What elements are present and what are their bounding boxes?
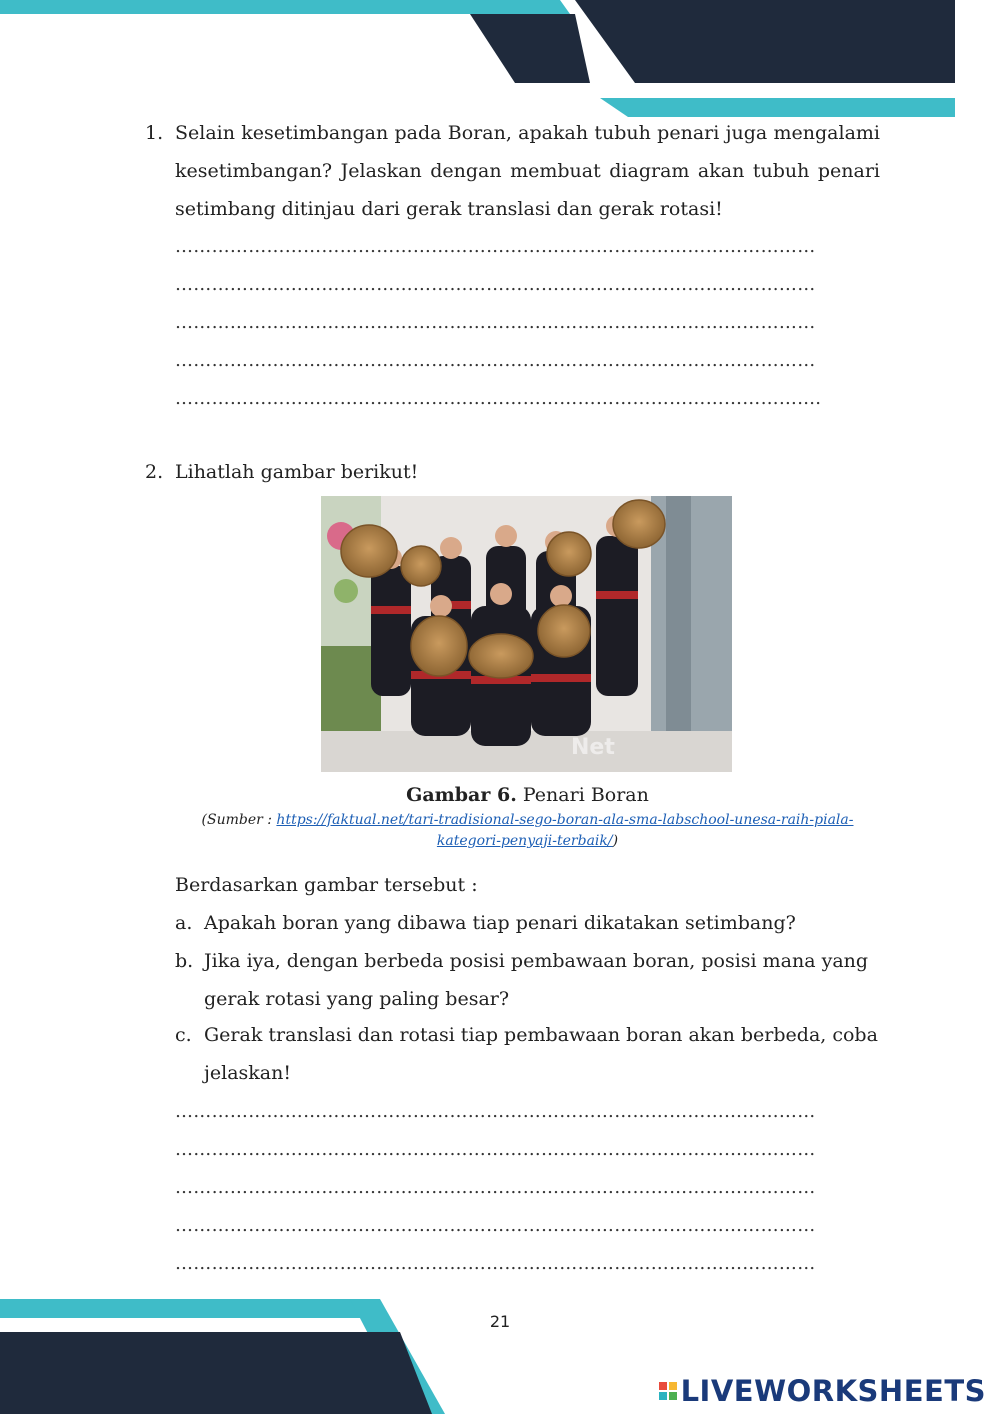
subquestions-intro: Berdasarkan gambar tersebut : bbox=[175, 874, 478, 896]
answer-line: …………………………………………………………………………………………… bbox=[175, 236, 816, 257]
source-prefix: (Sumber : bbox=[201, 812, 277, 828]
subquestion-c bbox=[175, 1016, 885, 1092]
source-link[interactable]: https://faktual.net/tari-tradisional-sego-boran-ala-sma-labschool-unesa-raih-piala-kategori-penyaji-terbaik/ bbox=[276, 812, 854, 849]
subquestion-text: Gerak translasi dan rotasi tiap pembawaan boran akan berbeda, coba jelaskan! bbox=[204, 1024, 878, 1084]
answer-line: …………………………………………………………………………………………… bbox=[175, 1253, 816, 1274]
answer-area-1[interactable] bbox=[175, 228, 885, 418]
figure-title: Penari Boran bbox=[522, 784, 649, 806]
logo-square bbox=[659, 1392, 667, 1400]
source-suffix: ) bbox=[612, 833, 619, 849]
figure-source bbox=[175, 810, 880, 852]
logo-square bbox=[669, 1382, 677, 1390]
subquestion-a bbox=[175, 904, 885, 942]
subquestion-letter: a. bbox=[175, 912, 193, 934]
liveworksheets-brand[interactable] bbox=[659, 1374, 986, 1408]
answer-line: …………………………………………………………………………………………… bbox=[175, 1177, 816, 1198]
page-number: 21 bbox=[489, 1312, 511, 1331]
figure-label: Gambar 6. bbox=[406, 784, 517, 806]
dancers-photo bbox=[321, 496, 732, 772]
answer-line: …………………………………………………………………………………………… bbox=[175, 350, 816, 371]
question-text: Selain kesetimbangan pada Boran, apakah tubuh penari juga mengalami kesetimbangan? Jelaskan dengan membuat diagram akan tubuh penari setimbang ditinjau dari gerak translasi dan gerak rotasi! bbox=[175, 122, 880, 220]
header-decoration bbox=[0, 0, 1000, 120]
logo-square bbox=[659, 1382, 667, 1390]
subquestion-letter: c. bbox=[175, 1024, 192, 1046]
question-2 bbox=[145, 453, 880, 491]
answer-line: ………………………………………………………………………………………….... bbox=[175, 388, 822, 409]
question-1 bbox=[145, 114, 880, 228]
answer-line: …………………………………………………………………………………………… bbox=[175, 1215, 816, 1236]
liveworksheets-logo-icon bbox=[659, 1382, 677, 1400]
logo-square bbox=[669, 1392, 677, 1400]
figure-caption bbox=[145, 784, 910, 806]
subquestion-letter: b. bbox=[175, 950, 194, 972]
answer-line: …………………………………………………………………………………………… bbox=[175, 274, 816, 295]
brand-name: LIVEWORKSHEETS bbox=[680, 1374, 986, 1408]
subquestion-b bbox=[175, 942, 885, 1018]
answer-line: …………………………………………………………………………………………… bbox=[175, 1101, 816, 1122]
question-number: 2. bbox=[145, 461, 164, 483]
subquestion-text: Apakah boran yang dibawa tiap penari dikatakan setimbang? bbox=[204, 912, 796, 934]
question-number: 1. bbox=[145, 122, 164, 144]
answer-area-2[interactable] bbox=[175, 1093, 885, 1283]
photo-watermark: Net bbox=[571, 735, 615, 760]
answer-line: …………………………………………………………………………………………… bbox=[175, 1139, 816, 1160]
subquestion-text: Jika iya, dengan berbeda posisi pembawaan boran, posisi mana yang gerak rotasi yang paling besar? bbox=[204, 950, 869, 1010]
question-text: Lihatlah gambar berikut! bbox=[175, 461, 419, 483]
answer-line: …………………………………………………………………………………………… bbox=[175, 312, 816, 333]
